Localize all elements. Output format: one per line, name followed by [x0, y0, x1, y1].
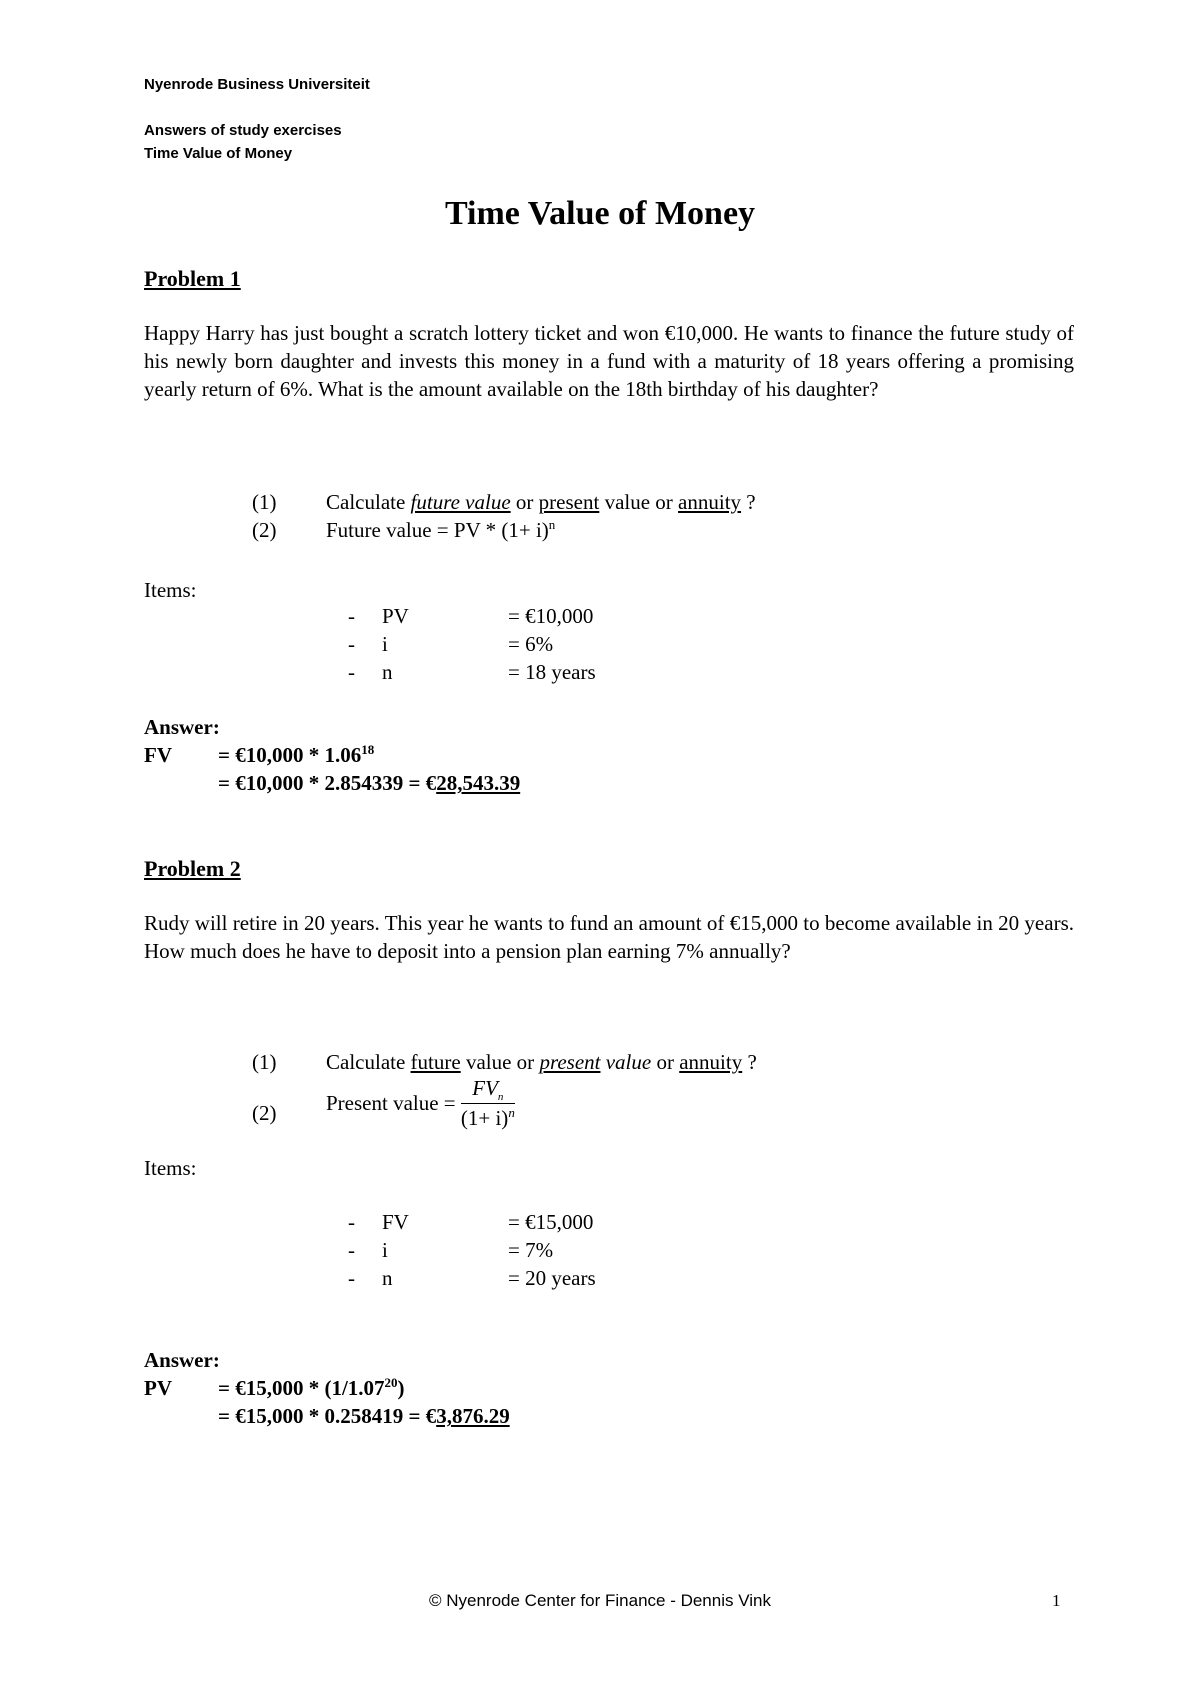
problem-2-heading: Problem 2 — [144, 856, 241, 881]
p1-item-dash: - — [348, 604, 355, 628]
p1-item-name: i — [382, 632, 388, 656]
page-title: Time Value of Money — [444, 195, 756, 232]
p1-step-2-number: (2) — [252, 518, 277, 542]
p2-answer-variable: PV — [144, 1376, 172, 1400]
page-number: 1 — [1052, 1591, 1061, 1610]
header-line-1: Answers of study exercises — [144, 122, 342, 139]
p2-item-name: n — [382, 1266, 393, 1290]
p1-step-1-text: Calculate future value or present value or annuity ? — [326, 490, 756, 514]
p2-answer-label: Answer: — [144, 1348, 220, 1372]
p1-item-name: PV — [382, 604, 409, 628]
p2-item-value: = 20 years — [508, 1266, 596, 1290]
p2-items-label: Items: — [144, 1156, 197, 1180]
p2-step-2-number: (2) — [252, 1101, 277, 1125]
p2-step-1-text: Calculate future value or present value or annuity ? — [326, 1050, 757, 1074]
p2-item-value: = €15,000 — [508, 1210, 594, 1234]
header-line-2: Time Value of Money — [144, 145, 293, 162]
p2-item-value: = 7% — [508, 1238, 554, 1262]
p2-item-dash: - — [348, 1266, 355, 1290]
problem-1-text: Happy Harry has just bought a scratch lottery ticket and won €10,000. He wants to finance the future study of his newly born daughter and invests this money in a fund with a maturity of 18 years offering a promising yearly return of 6%. What is the amount available on the 18th birthday of his daughter? — [144, 321, 1074, 401]
p1-item-name: n — [382, 660, 393, 684]
p1-answer-label: Answer: — [144, 715, 220, 739]
p1-answer-variable: FV — [144, 743, 172, 767]
p2-item-dash: - — [348, 1210, 355, 1234]
p1-item-value: = 18 years — [508, 660, 596, 684]
p1-items-label: Items: — [144, 578, 197, 602]
p1-answer-result: 28,543.39 — [436, 771, 521, 795]
p2-step-2-formula: Present value = $\frac{FV_n}{(1+ i)^n}$ — [326, 1076, 515, 1130]
p2-answer-line-1: = €15,000 * (1/1.07$^{20}$) — [218, 1375, 405, 1400]
problem-1-heading: Problem 1 — [144, 266, 241, 291]
p1-item-dash: - — [348, 660, 355, 684]
p2-answer-result: 3,876.29 — [436, 1404, 510, 1428]
p2-answer-line-2: = €15,000 * 0.258419 = €3,876.29 — [218, 1404, 510, 1428]
present-value-fraction: $\frac{FV_n}{(1+ i)^n}$ — [460, 1076, 515, 1130]
p1-step-1-number: (1) — [252, 490, 277, 514]
problem-2-text: Rudy will retire in 20 years. This year he wants to fund an amount of €15,000 to become available in 20 years. How much does he have to deposit into a pension plan earning 7% annually? — [144, 911, 1074, 963]
p2-step-1-number: (1) — [252, 1050, 277, 1074]
p1-step-2-formula: Future value = PV * $(1+ i)^n$ — [326, 517, 556, 542]
p2-item-name: i — [382, 1238, 388, 1262]
p1-item-dash: - — [348, 632, 355, 656]
p2-item-dash: - — [348, 1238, 355, 1262]
p1-item-value: = €10,000 — [508, 604, 594, 628]
p2-item-name: FV — [382, 1210, 409, 1234]
p1-answer-line-1: = €10,000 * 1.06$^{18}$ — [218, 742, 375, 767]
p1-item-value: = 6% — [508, 632, 554, 656]
footer-copyright: © Nyenrode Center for Finance - Dennis Vink — [429, 1591, 771, 1610]
institution-name: Nyenrode Business Universiteit — [144, 76, 370, 93]
p1-answer-line-2: = €10,000 * 2.854339 = €28,543.39 — [218, 771, 521, 795]
